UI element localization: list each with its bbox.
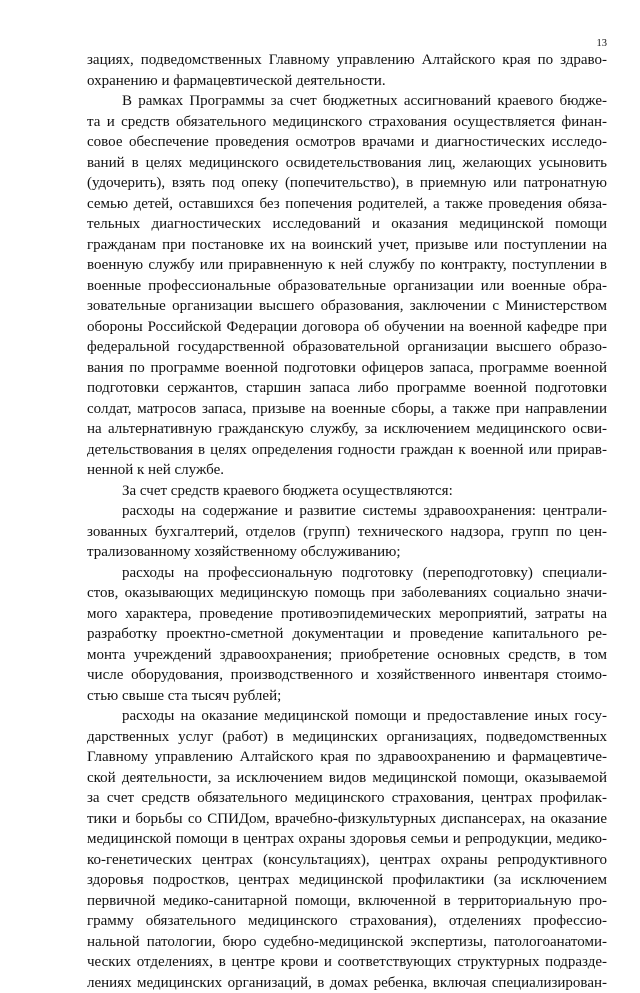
text-line: лениях медицинских организаций, в домах ребенка, включая специализирован- bbox=[87, 973, 607, 993]
text-line: первичной медико-санитарной помощи, включенной в территориальную про- bbox=[87, 891, 607, 912]
text-line: гражданам при постановке их на воинский учет, призыве или поступлении на bbox=[87, 235, 607, 256]
text-line: монта учреждений здравоохранения; приобретение основных средств, в том bbox=[87, 645, 607, 666]
text-line: семью детей, оставшихся без попечения родителей, а также проведения обяза- bbox=[87, 194, 607, 215]
text-line: ской деятельности, за исключением видов медицинской помощи, оказываемой bbox=[87, 768, 607, 789]
text-line: (удочерить), взять под опеку (попечительство), в приемную или патронатную bbox=[87, 173, 607, 194]
text-line: мого характера, проведение противоэпидемических мероприятий, затраты на bbox=[87, 604, 607, 625]
text-line: солдат, матросов запаса, призыве на военные сборы, а также при направлении bbox=[87, 399, 607, 420]
text-line: расходы на оказание медицинской помощи и предоставление иных госу- bbox=[87, 706, 607, 727]
text-line: числе оборудования, производственного и хозяйственного инвентаря стоимо- bbox=[87, 665, 607, 686]
text-line: подготовки сержантов, старшин запаса либо программе военной подготовки bbox=[87, 378, 607, 399]
text-line: военные профессиональные образовательные организации или военные обра- bbox=[87, 276, 607, 297]
text-line: медицинской помощи в центрах охраны здоровья семьи и репродукции, медико- bbox=[87, 829, 607, 850]
text-line: стов, оказывающих медицинскую помощь при заболеваниях социально значи- bbox=[87, 583, 607, 604]
text-line: дарственных услуг (работ) в медицинских организациях, подведомственных bbox=[87, 727, 607, 748]
text-line: детельствования в целях определения годности граждан к военной или прирав- bbox=[87, 440, 607, 461]
text-line: федеральной государственной образовательной организации высшего образо- bbox=[87, 337, 607, 358]
text-line: стью свыше ста тысяч рублей; bbox=[87, 686, 607, 707]
text-line: расходы на содержание и развитие системы здравоохранения: централи- bbox=[87, 501, 607, 522]
text-line: здоровья подростков, центрах медицинской профилактики (за исключением bbox=[87, 870, 607, 891]
text-line: В рамках Программы за счет бюджетных ассигнований краевого бюдже- bbox=[87, 91, 607, 112]
text-line: нальной патологии, бюро судебно-медицинской экспертизы, патологоанатоми- bbox=[87, 932, 607, 953]
page-number: 13 bbox=[597, 38, 608, 50]
text-line: грамму обязательного медицинского страхования), отделениях профессио- bbox=[87, 911, 607, 932]
text-line: ческих отделениях, в центре крови и соответствующих структурных подразде- bbox=[87, 952, 607, 973]
text-line: зовательные организации высшего образования, заключении с Министерством bbox=[87, 296, 607, 317]
text-line: военную службу или приравненную к ней службу по контракту, поступлении в bbox=[87, 255, 607, 276]
text-line: тельных диагностических исследований и оказания медицинской помощи bbox=[87, 214, 607, 235]
text-line: трализованному хозяйственному обслуживанию; bbox=[87, 542, 607, 563]
text-line: зованных бухгалтерий, отделов (групп) технического надзора, групп по цен- bbox=[87, 522, 607, 543]
text-line: Главному управлению Алтайского края по здравоохранению и фармацевтиче- bbox=[87, 747, 607, 768]
text-line: зациях, подведомственных Главному управлению Алтайского края по здраво- bbox=[87, 50, 607, 71]
text-line: обороны Российской Федерации договора об обучении на военной кафедре при bbox=[87, 317, 607, 338]
text-line: на альтернативную гражданскую службу, за исключением медицинского осви- bbox=[87, 419, 607, 440]
text-line: совое обеспечение проведения осмотров врачами и диагностических исследо- bbox=[87, 132, 607, 153]
text-line: охранению и фармацевтической деятельности. bbox=[87, 71, 607, 92]
text-line: ко-генетических центрах (консультациях), центрах охраны репродуктивного bbox=[87, 850, 607, 871]
text-line: за счет средств обязательного медицинского страхования, центрах профилак- bbox=[87, 788, 607, 809]
text-line: ваний в целях медицинского освидетельствования лиц, желающих усыновить bbox=[87, 153, 607, 174]
document-body bbox=[87, 50, 607, 993]
text-line: ненной к ней службе. bbox=[87, 460, 607, 481]
text-line: та и средств обязательного медицинского страхования осуществляется финан- bbox=[87, 112, 607, 133]
text-line: тики и борьбы со СПИДом, врачебно-физкультурных диспансерах, на оказание bbox=[87, 809, 607, 830]
text-line: разработку проектно-сметной документации и проведение капитального ре- bbox=[87, 624, 607, 645]
text-line: расходы на профессиональную подготовку (переподготовку) специали- bbox=[87, 563, 607, 584]
text-line: За счет средств краевого бюджета осуществляются: bbox=[87, 481, 607, 502]
text-line: вания по программе военной подготовки офицеров запаса, программе военной bbox=[87, 358, 607, 379]
